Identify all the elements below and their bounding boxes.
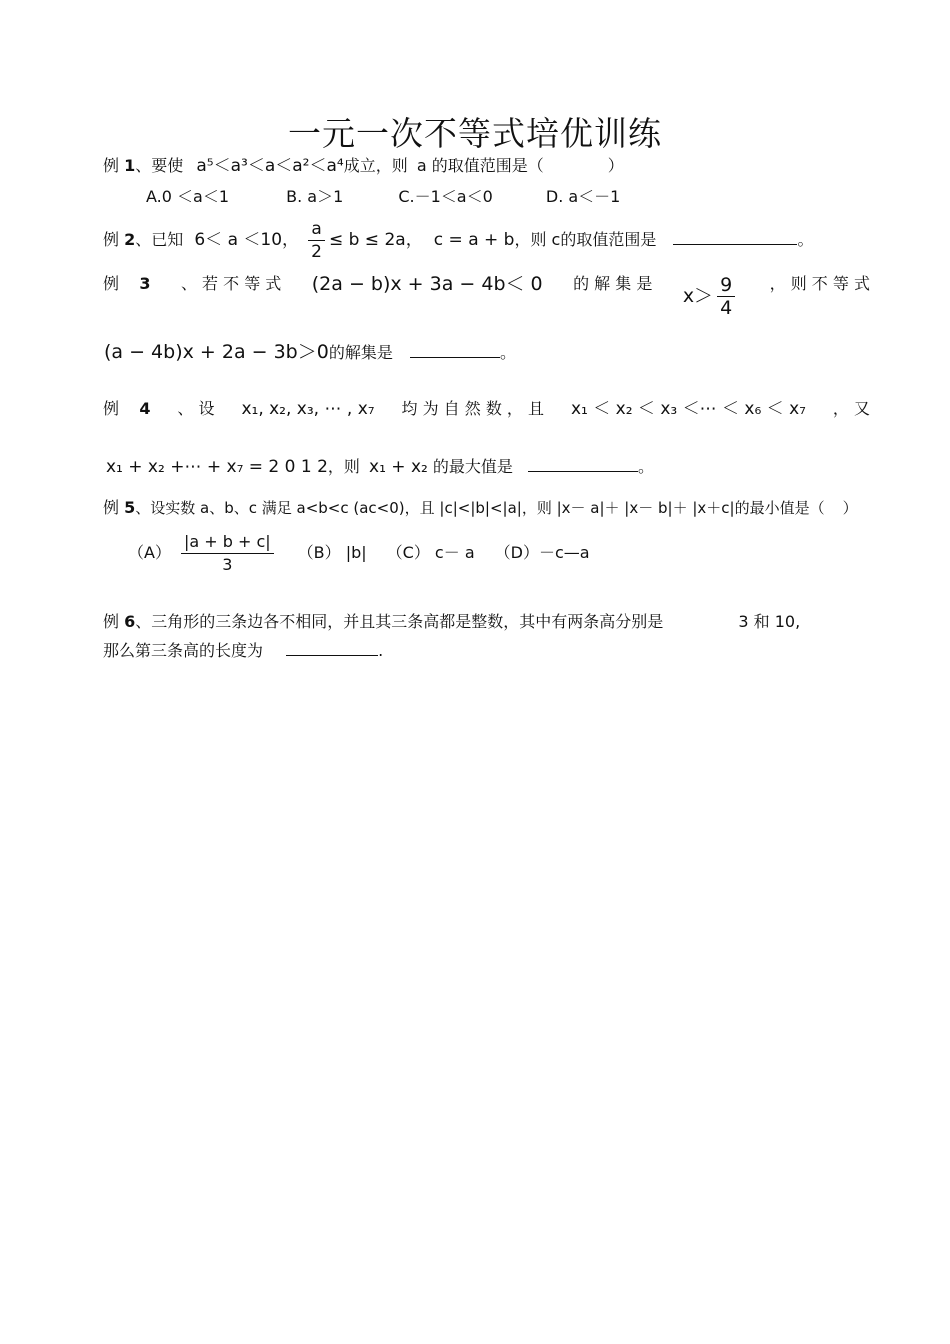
option-c: C.－1＜a＜0 <box>398 187 493 206</box>
option-b: （B） |b| <box>297 543 367 562</box>
example-5-question: 例 5、设实数 a、b、c 满足 a<b<c (ac<0)，且 |c|<|b|<|a|，则 |x－ a|＋ |x－ b|＋ |x＋c|的最小值是（ ） <box>103 498 858 517</box>
fraction-9-over-4: $\frac{9}{4}$ <box>717 274 735 319</box>
option-a: A.0 ＜a＜1 <box>146 187 230 206</box>
option-a: （A） <box>128 543 171 562</box>
example-4-sum: x₁ + x₂ +⋯ + x₇ = 2 0 1 2 <box>106 457 328 477</box>
fraction-abs-sum-over-3: $\frac{|a + b + c|}{3}$ <box>181 531 274 576</box>
answer-blank[interactable] <box>673 230 797 245</box>
example-1-label: 例 1 <box>103 156 136 175</box>
example-2-label: 例 2 <box>103 230 136 249</box>
page-title: 一元一次不等式培优训练 <box>288 114 662 153</box>
example-4-label: 例 4 <box>103 399 151 418</box>
answer-blank[interactable] <box>410 343 500 358</box>
example-2-question: 例 2、已知 6＜ a ＜10， $\frac{a}{2}$ ≤ b ≤ 2a， c = a + b，则 c的取值范围是 。 <box>103 219 814 262</box>
answer-blank[interactable] <box>528 457 638 472</box>
example-4-chain: x₁ ＜ x₂ ＜ x₃ ＜⋯ ＜ x₆ ＜ x₇ <box>570 399 806 419</box>
answer-blank[interactable] <box>286 641 378 656</box>
example-3-label: 例 3 <box>103 274 151 293</box>
example-3-question: 例 3 、 若 不 等 式 (2a − b)x + 3a − 4b＜ 0 的 解 集 是 x＞ $\frac{9}{4}$ ， 则 不 等 式 <box>103 273 870 319</box>
fraction-a-over-2: $\frac{a}{2}$ <box>308 218 325 263</box>
example-1-condition: a⁵＜a³＜a＜a²＜a⁴ <box>196 156 344 176</box>
option-b: B. a＞1 <box>286 187 344 206</box>
example-3-second-inequality: (a − 4b)x + 2a − 3b＞0 <box>104 341 329 363</box>
example-5-label: 例 5 <box>103 498 136 517</box>
example-1-question: 例 1、要使 a⁵＜a³＜a＜a²＜a⁴成立，则 a 的取值范围是（ ） <box>103 156 624 176</box>
example-1-options <box>146 187 620 207</box>
example-5-options <box>128 528 590 578</box>
option-d: （D）－c—a <box>494 543 590 562</box>
example-6-label: 例 6 <box>103 612 136 631</box>
option-d: D. a＜－1 <box>545 187 621 206</box>
example-3-continued: (a − 4b)x + 2a − 3b＞0的解集是 。 <box>104 341 516 363</box>
example-6-continued: 那么第三条高的长度为 . <box>103 641 384 660</box>
example-3-inequality: (2a − b)x + 3a − 4b＜ 0 <box>311 273 543 295</box>
option-c: （C） c－ a <box>386 543 475 562</box>
example-4-continued: x₁ + x₂ +⋯ + x₇ = 2 0 1 2，则 x₁ + x₂ 的最大值是 。 <box>106 457 655 477</box>
example-4-question: 例 4 、 设 x₁, x₂, x₃, ⋯ , x₇ 均 为 自 然 数 ， 且 x₁ ＜ x₂ ＜ x₃ ＜⋯ ＜ x₆ ＜ x₇ ， 又 <box>103 399 870 419</box>
example-6-question: 例 6、三角形的三条边各不相同，并且其三条高都是整数，其中有两条高分别是 3 和 10, <box>103 612 801 631</box>
